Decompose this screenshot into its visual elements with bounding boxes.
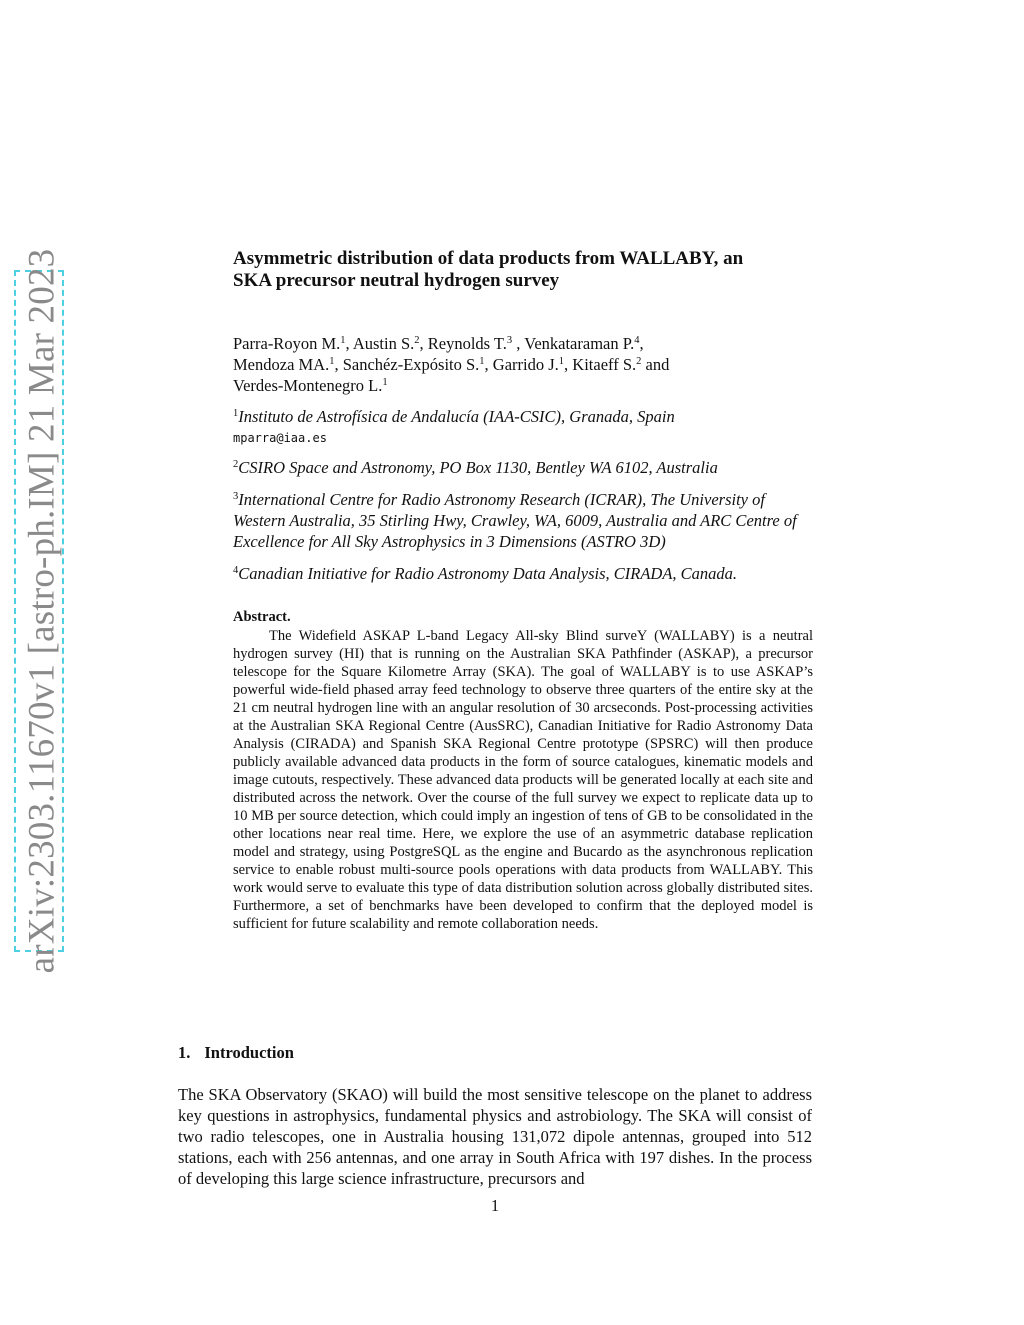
author-line-1: Parra-Royon M.$^1$, Austin S.$^2$, Reynolds T.$^3$ , Venkataraman P.$^4$, [233, 334, 644, 353]
section-number: 1. [178, 1043, 191, 1062]
section-heading [178, 1043, 294, 1063]
paper-title [233, 248, 813, 292]
arxiv-stamp: arXiv:2303.11670v1 [astro-ph.IM] 21 Mar 2023 [21, 248, 63, 974]
author-list [233, 333, 793, 396]
page-number: 1 [490, 1196, 500, 1215]
affiliation-1: $^1$Instituto de Astrofísica de Andalucía (IAA-CSIC), Granada, Spain [233, 407, 675, 426]
affiliation-3: $^3$International Centre for Radio Astronomy Research (ICRAR), The University of Western Australia, 35 Stirling Hwy, Crawley, WA, 6009, Australia and ARC Centre of Excellence for All Sky Astrophysics in 3 Dimensions (ASTRO 3D) [233, 490, 797, 551]
contact-email[interactable]: mparra@iaa.es [233, 431, 327, 445]
abstract-heading: Abstract. [233, 609, 291, 625]
abstract-text: The Widefield ASKAP L-band Legacy All-sky Blind surveY (WALLABY) is a neutral hydrogen survey (HI) that is running on the Australian SKA Pathfinder (ASKAP), a precursor telescope for the Square Kilometre Array (SKA). The goal of WALLABY is to use ASKAP’s powerful wide-field phased array feed technology to observe three quarters of the entire sky at the 21 cm neutral hydrogen line with an angular resolution of 30 arcseconds. Post-processing activities at the Australian SKA Regional Centre (AusSRC), Canadian Initiative for Radio Astronomy Data Analysis (CIRADA) and Spanish SKA Regional Centre prototype (SPSRC) will then produce publicly available advanced data products in the form of source catalogues, kinematic models and image cutouts, respectively. These advanced data products will be generated locally at each site and distributed across the network. Over the course of the full survey we expect to replicate data up to 10 MB per source detection, which could imply an ingestion of tens of GB to be consolidated in the other locations near real time. Here, we explore the use of an asymmetric database replication model and strategy, using PostgreSQL as the engine and Bucardo as the asynchronous replication service to enable robust multi-source pools operations with data products from WALLABY. This work would serve to evaluate this type of data distribution solution across globally distributed sites. Furthermore, a set of benchmarks have been developed to confirm that the deployed model is sufficient for future scalability and remote collaboration needs. [233, 628, 813, 932]
affiliation-4: $^4$Canadian Initiative for Radio Astronomy Data Analysis, CIRADA, Canada. [233, 564, 738, 583]
author-line-2: Mendoza MA.$^1$, Sanchéz-Expósito S.$^1$, Garrido J.$^1$, Kitaeff S.$^2$ and [233, 355, 670, 374]
author-line-3: Verdes-Montenegro L.$^1$ [233, 376, 388, 395]
affiliation-2: $^2$CSIRO Space and Astronomy, PO Box 1130, Bentley WA 6102, Australia [233, 458, 718, 477]
title-line-1: Asymmetric distribution of data products from WALLABY, an [233, 248, 744, 269]
section-title: Introduction [204, 1043, 294, 1062]
introduction-text: The SKA Observatory (SKAO) will build the most sensitive telescope on the planet to address key questions in astrophysics, fundamental physics and astrobiology. The SKA will consist of two radio telescopes, one in Australia housing 131,072 dipole antennas, grouped into 512 stations, each with 256 antennas, and one array in South Africa with 197 dishes. In the process of developing this large science infrastructure, precursors and [178, 1085, 812, 1188]
title-line-2: SKA precursor neutral hydrogen survey [233, 270, 560, 291]
